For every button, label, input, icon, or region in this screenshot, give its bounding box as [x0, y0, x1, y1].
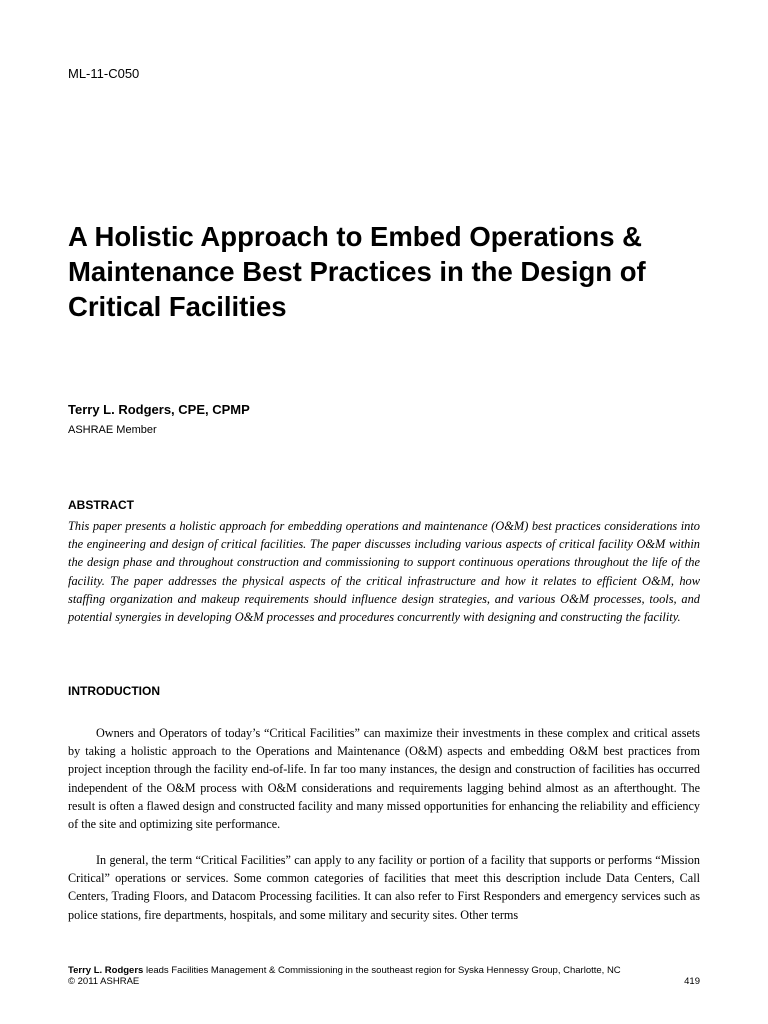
document-id: ML-11-C050 — [68, 66, 140, 81]
abstract-heading: ABSTRACT — [68, 498, 134, 512]
footnote-author-name: Terry L. Rodgers — [68, 965, 144, 976]
author-name: Terry L. Rodgers, CPE, CPMP — [68, 402, 250, 417]
copyright-notice: © 2011 ASHRAE — [68, 976, 140, 987]
author-footnote — [68, 965, 700, 976]
footnote-text: leads Facilities Management & Commissioning in the southeast region for Syska Hennessy Group, Charlotte, NC — [143, 965, 621, 976]
page-footer — [68, 965, 700, 987]
page-number: 419 — [684, 976, 700, 987]
introduction-paragraph-1: Owners and Operators of today’s “Critical Facilities” can maximize their investments in these complex and critical assets by taking a holistic approach to the Operations and Maintenance (O&M) aspects and embedding O&M best practices from project inception through the facility end-of-life. In far too many instances, the design and construction of facilities has occurred independent of the O&M process with O&M considerations and requirements lagging behind almost as an afterthought. The result is often a flawed design and constructed facility and many missed opportunities for enhancing the reliability and efficiency of the site and optimizing site performance. — [68, 726, 700, 832]
introduction-heading: INTRODUCTION — [68, 684, 160, 698]
author-affiliation: ASHRAE Member — [68, 424, 157, 436]
introduction-paragraph-2: In general, the term “Critical Facilities” can apply to any facility or portion of a facility that supports or performs “Mission Critical” operations or services. Some common categories of facilities that meet this description include Data Centers, Call Centers, Trading Floors, and Datacom Processing facilities. It can also refer to First Responders and emergency services such as police stations, fire departments, hospitals, and some military and security sites. Other terms — [68, 853, 700, 922]
abstract-text: This paper presents a holistic approach for embedding operations and maintenance (O&M) best practices considerations into the engineering and design of critical facilities. The paper discusses including various aspects of critical facility O&M within the design phase and throughout construction and commissioning to support continuous operations throughout the life of the facility. The paper addresses the physical aspects of the critical infrastructure and how it relates to efficient O&M, how staffing organization and makeup requirements should influence design strategies, and various O&M processes, tools, and potential synergies in developing O&M processes and procedures concurrently with designing and constructing the facility. — [68, 519, 700, 625]
paper-title: A Holistic Approach to Embed Operations & Maintenance Best Practices in the Design of Critical Facilities — [68, 221, 646, 322]
footer-row — [68, 976, 700, 987]
